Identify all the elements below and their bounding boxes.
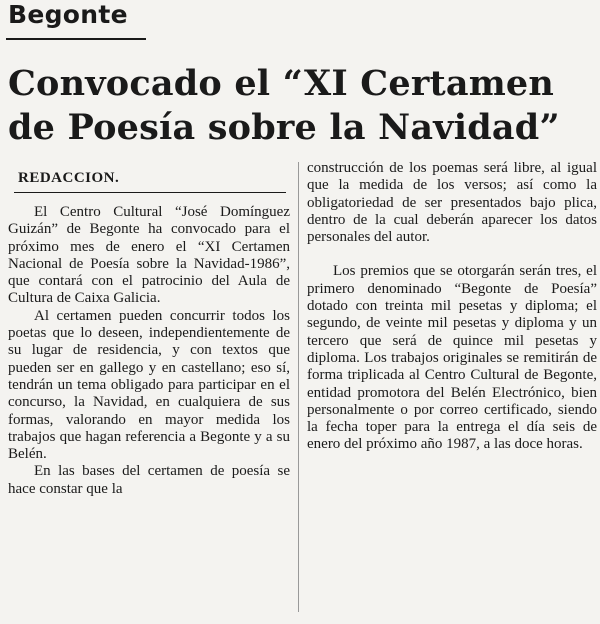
byline: REDACCION. bbox=[18, 170, 120, 186]
left-column bbox=[8, 204, 290, 498]
headline bbox=[8, 62, 598, 150]
paragraph: Al certamen pueden concurrir todos los poetas que lo deseen, independientemente de su lugar de residencia, y con textos que pueden ser en gallego y en castellano; eso sí, tendrán un tema obligado para participar en el concurso, la Navidad, en cualquiera de sus formas, valorando en mayor medida los trabajos que hagan referencia a Begonte y a su Belén. bbox=[8, 307, 290, 463]
paragraph: construcción de los poemas será libre, al igual que la medida de los versos; así como la obligatoriedad de ser presentados bajo plica, dentro de la cual deberán aparecer los datos personales del autor. bbox=[307, 160, 597, 246]
paragraph: Los premios que se otorgarán serán tres, el primero denominado “Begonte de Poesía” dotado con treinta mil pesetas y diploma; el segundo, de veinte mil pesetas y diploma y un tercero que será de quince mil pesetas y diploma. Los trabajos originales se remitirán de forma triplicada al Centro Cultural de Begonte, entidad promotora del Belén Electrónico, bien personalmente o por correo certificado, siendo la fecha toper para la entrega el día seis de enero del próximo año 1987, a las doce horas. bbox=[307, 263, 597, 453]
paragraph: El Centro Cultural “José Domínguez Guizán” de Begonte ha convocado para el próximo mes de enero el “XI Certamen Nacional de Poesía sobre la Navidad-1986”, que contará con el patrocinio del Aula de Cultura de Caixa Galicia. bbox=[8, 204, 290, 307]
headline-line-1: Convocado el “XI Certamen bbox=[8, 63, 555, 104]
byline-rule bbox=[14, 192, 286, 193]
section-rule bbox=[6, 38, 146, 40]
column-divider bbox=[298, 162, 299, 612]
section-tag: Begonte bbox=[8, 0, 128, 29]
right-column bbox=[307, 160, 597, 454]
headline-line-2: de Poesía sobre la Navidad” bbox=[8, 107, 560, 148]
paragraph: En las bases del certamen de poesía se hace constar que la bbox=[8, 463, 290, 497]
